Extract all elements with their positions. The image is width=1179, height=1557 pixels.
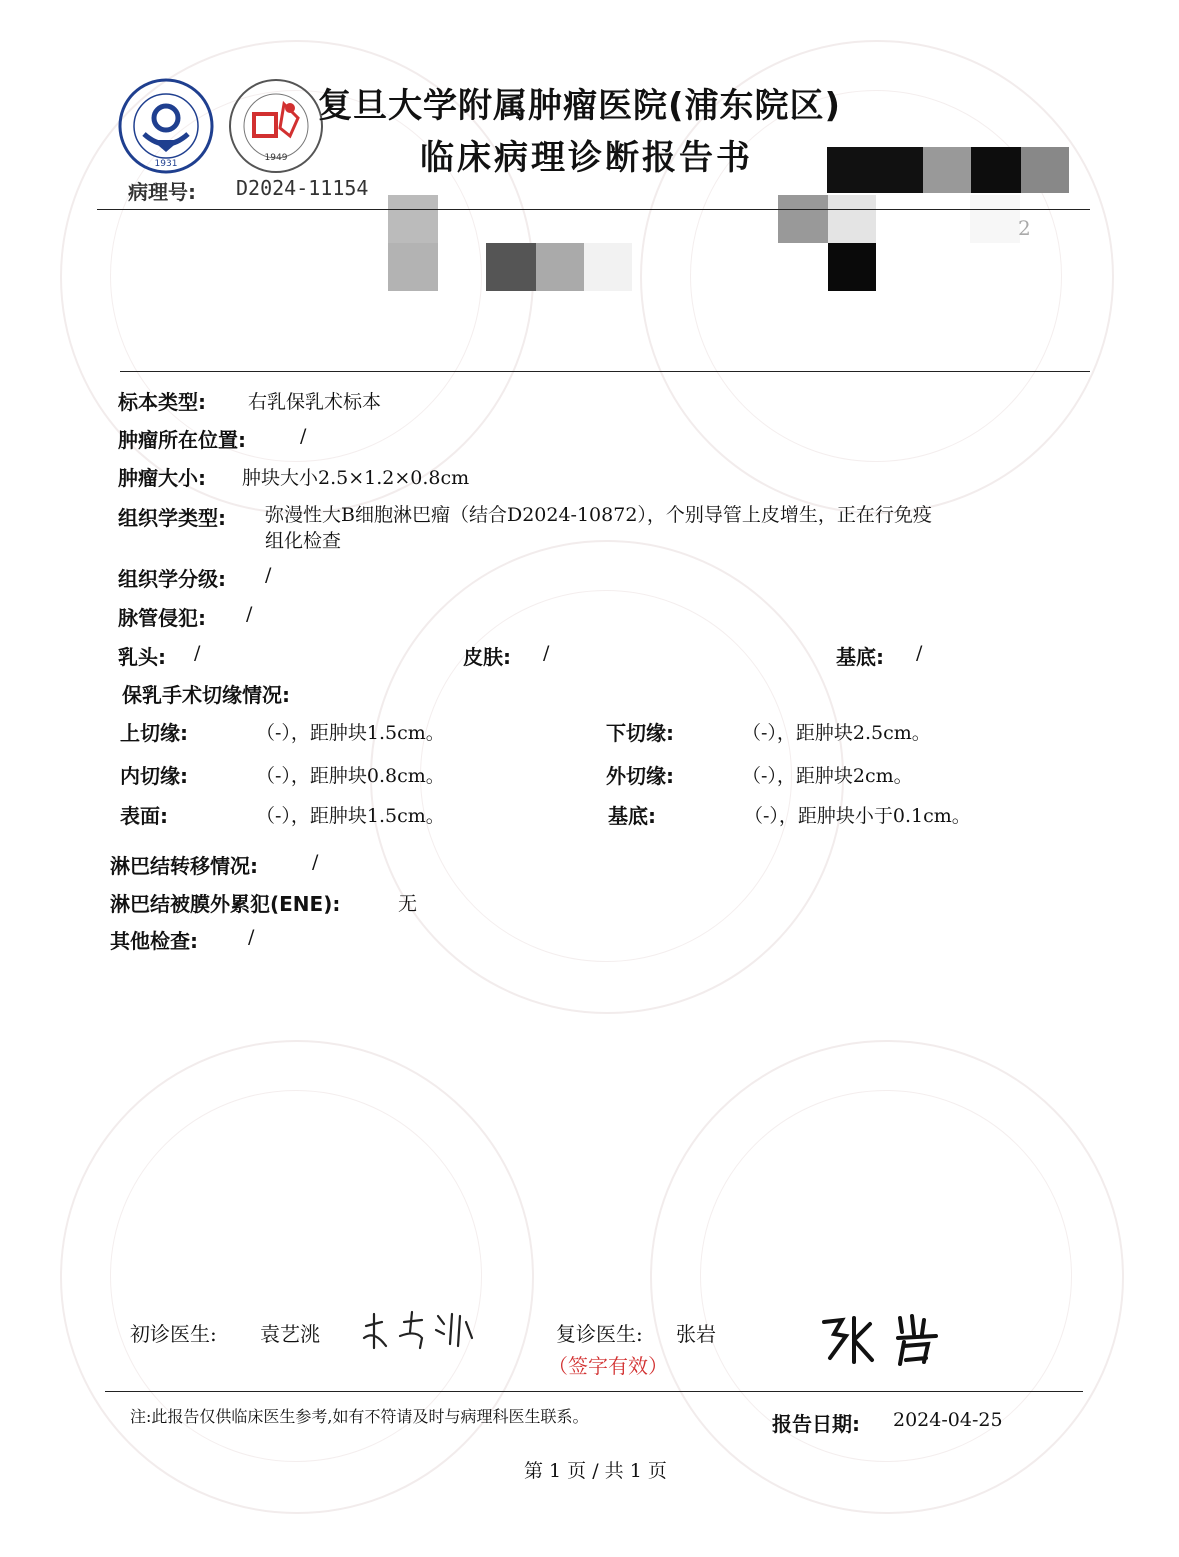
disclaimer-note: 注:此报告仅供临床医生参考,如有不符请及时与病理科医生联系。	[130, 1407, 589, 1426]
lymph-metastasis-label: 淋巴结转移情况:	[110, 854, 258, 878]
specimen-type-label: 标本类型:	[118, 390, 206, 414]
redaction-mosaic	[971, 147, 1021, 193]
redaction-mosaic	[827, 147, 923, 193]
redaction-mosaic	[970, 195, 1020, 243]
upper-margin-label: 上切缘:	[120, 721, 188, 745]
surface-margin-label: 表面:	[120, 804, 168, 828]
redaction-mosaic	[778, 195, 828, 243]
review-doctor-signature	[820, 1312, 950, 1368]
pathology-department-logo	[228, 78, 324, 174]
ene-value: 无	[398, 893, 418, 915]
other-exam-value: /	[248, 926, 255, 948]
watermark-seal-inner	[700, 1090, 1072, 1462]
hospital-logo	[118, 78, 214, 174]
nipple-label: 乳头:	[118, 645, 166, 669]
redaction-mosaic	[923, 147, 971, 193]
redaction-mosaic	[388, 195, 438, 243]
upper-margin-value: （-），距肿块1.5cm。	[256, 722, 445, 744]
tumor-location-label: 肿瘤所在位置:	[118, 428, 246, 452]
lymph-metastasis-value: /	[312, 851, 319, 873]
tumor-size-label: 肿瘤大小:	[118, 466, 206, 490]
partial-text-fragment: 2	[1018, 216, 1031, 240]
header-divider	[97, 209, 1090, 210]
report-date-label: 报告日期:	[772, 1412, 860, 1436]
redaction-mosaic	[388, 243, 438, 291]
initial-doctor-label: 初诊医生:	[130, 1322, 217, 1346]
redaction-mosaic	[828, 195, 876, 243]
other-exam-label: 其他检查:	[110, 929, 198, 953]
page-info: 第 1 页 / 共 1 页	[524, 1460, 667, 1482]
skin-label: 皮肤:	[463, 645, 511, 669]
signature-valid-note: （签字有效）	[548, 1354, 668, 1378]
tumor-size-value: 肿块大小2.5×1.2×0.8cm	[242, 467, 470, 489]
redaction-mosaic	[1021, 147, 1069, 193]
tumor-location-value: /	[300, 425, 307, 447]
surface-margin-value: （-），距肿块1.5cm。	[256, 805, 445, 827]
report-title: 临床病理诊断报告书	[420, 138, 753, 178]
footer-divider	[105, 1391, 1083, 1392]
redaction-mosaic	[584, 243, 632, 291]
redaction-mosaic	[828, 243, 876, 291]
report-date-value: 2024-04-25	[893, 1409, 1003, 1431]
logo-year-1931: 1931	[154, 159, 178, 169]
base-label: 基底:	[836, 645, 884, 669]
lower-margin-label: 下切缘:	[606, 721, 674, 745]
section-divider	[120, 371, 1090, 372]
review-doctor-name: 张岩	[676, 1322, 716, 1346]
outer-margin-value: （-），距肿块2cm。	[742, 765, 913, 787]
logo-year-1949: 1949	[264, 153, 288, 163]
ene-label: 淋巴结被膜外累犯(ENE):	[110, 892, 341, 916]
pathology-number-label: 病理号:	[128, 180, 196, 204]
pathology-number: D2024-11154	[236, 176, 369, 200]
histology-type-label: 组织学类型:	[118, 506, 226, 530]
base-margin-label: 基底:	[608, 804, 656, 828]
nipple-value: /	[194, 642, 201, 664]
review-doctor-label: 复诊医生:	[556, 1322, 643, 1346]
redaction-mosaic	[536, 243, 584, 291]
base-value: /	[916, 642, 923, 664]
vascular-invasion-value: /	[246, 603, 253, 625]
skin-value: /	[543, 642, 550, 664]
histology-type-value-line1: 弥漫性大B细胞淋巴瘤（结合D2024-10872），个别导管上皮增生，正在行免疫	[265, 504, 932, 526]
inner-margin-label: 内切缘:	[120, 764, 188, 788]
histology-type-value-line2: 组化检查	[265, 530, 342, 552]
outer-margin-label: 外切缘:	[606, 764, 674, 788]
vascular-invasion-label: 脉管侵犯:	[118, 606, 206, 630]
base-margin-value: （-），距肿块小于0.1cm。	[744, 805, 971, 827]
margins-section-label: 保乳手术切缘情况:	[122, 683, 290, 707]
initial-doctor-name: 袁艺洮	[260, 1322, 320, 1346]
lower-margin-value: （-），距肿块2.5cm。	[742, 722, 931, 744]
inner-margin-value: （-），距肿块0.8cm。	[256, 765, 445, 787]
initial-doctor-signature	[360, 1308, 480, 1354]
specimen-type-value: 右乳保乳术标本	[248, 391, 382, 413]
histology-grade-label: 组织学分级:	[118, 567, 226, 591]
redaction-mosaic	[486, 243, 536, 291]
hospital-name: 复旦大学附属肿瘤医院(浦东院区)	[318, 86, 842, 126]
histology-grade-value: /	[265, 564, 272, 586]
